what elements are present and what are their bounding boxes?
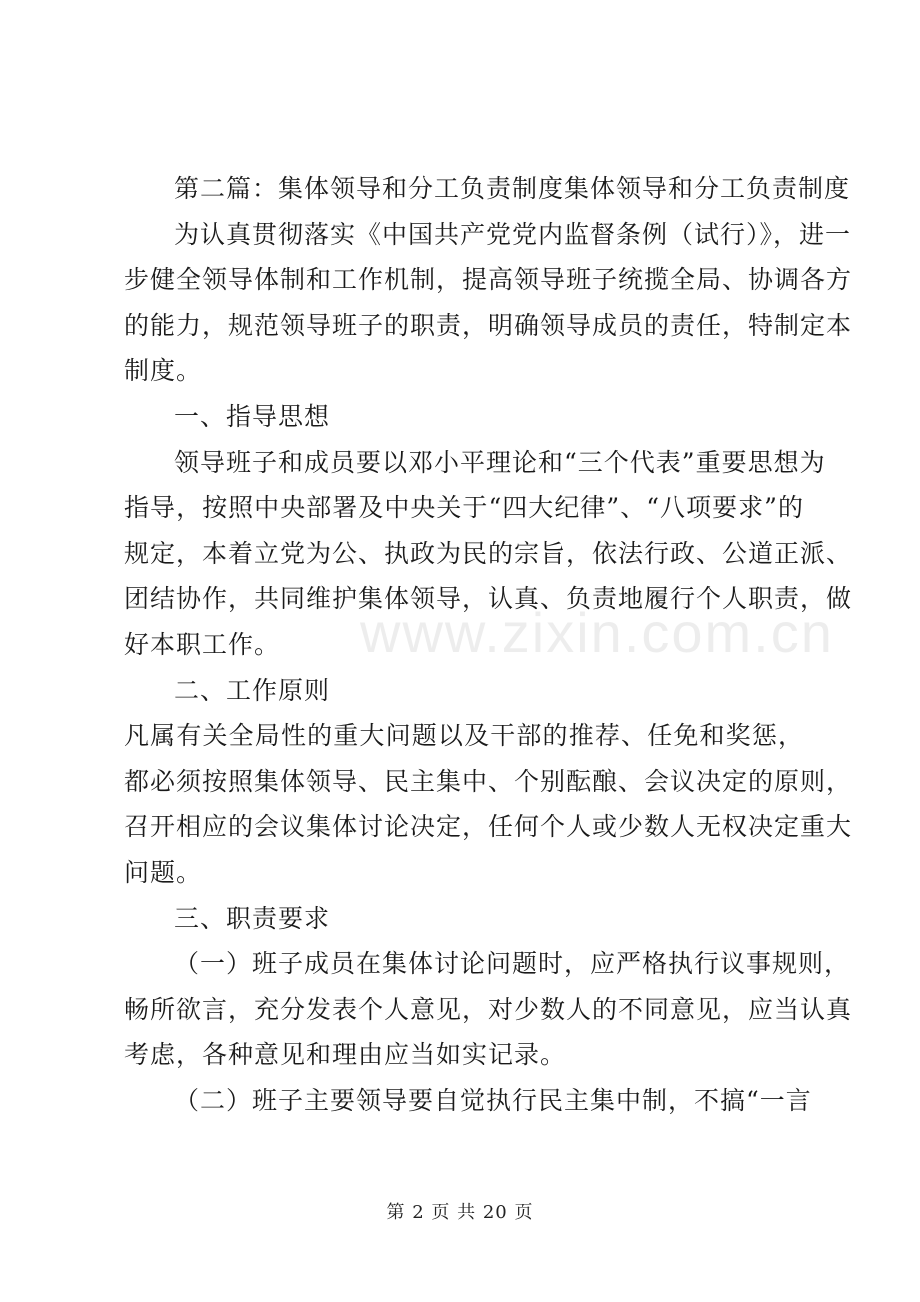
text-line: 凡属有关全局性的重大问题以及干部的推荐、任免和奖惩，: [124, 721, 804, 751]
text-line: （一）班子成员在集体讨论问题时，应严格执行议事规则，: [174, 949, 851, 979]
text-line: 领导班子和成员要以邓小平理论和“三个代表”重要思想为: [174, 447, 826, 477]
text-line: 二、工作原则: [174, 675, 331, 705]
text-line: （二）班子主要领导要自觉执行民主集中制，不搞“一言: [174, 1085, 812, 1115]
text-line: 步健全领导体制和工作机制，提高领导班子统揽全局、协调各方: [124, 265, 853, 295]
page-footer: 第 2 页 共 20 页: [386, 1202, 534, 1223]
text-line: 为认真贯彻落实《中国共产党党内监督条例（试行）》，进一: [174, 219, 852, 249]
text-line: 考虑，各种意见和理由应当如实记录。: [124, 1040, 567, 1070]
text-line: 问题。: [124, 857, 203, 887]
text-line: 一、指导思想: [174, 401, 331, 431]
text-line: 第二篇：集体领导和分工负责制度集体领导和分工负责制度: [174, 174, 851, 203]
watermark: www.zixin.com.cn: [360, 601, 834, 664]
text-line: 好本职工作。: [124, 629, 281, 659]
text-line: 指导，按照中央部署及中央关于“四大纪律”、“八项要求”的: [124, 493, 804, 523]
text-line: 畅所欲言，充分发表个人意见，对少数人的不同意见，应当认真: [124, 994, 853, 1024]
text-line: 三、职责要求: [174, 903, 331, 933]
text-line: 都必须按照集体领导、民主集中、个别酝酿、会议决定的原则，: [124, 766, 853, 796]
text-line: 规定，本着立党为公、执政为民的宗旨，依法行政、公道正派、: [124, 538, 853, 568]
text-line: 制度。: [124, 356, 203, 386]
text-line: 的能力，规范领导班子的职责，明确领导成员的责任，特制定本: [124, 310, 853, 340]
text-line: 召开相应的会议集体讨论决定，任何个人或少数人无权决定重大: [124, 812, 853, 842]
text-line: 团结协作，共同维护集体领导，认真、负责地履行个人职责，做: [124, 584, 853, 614]
